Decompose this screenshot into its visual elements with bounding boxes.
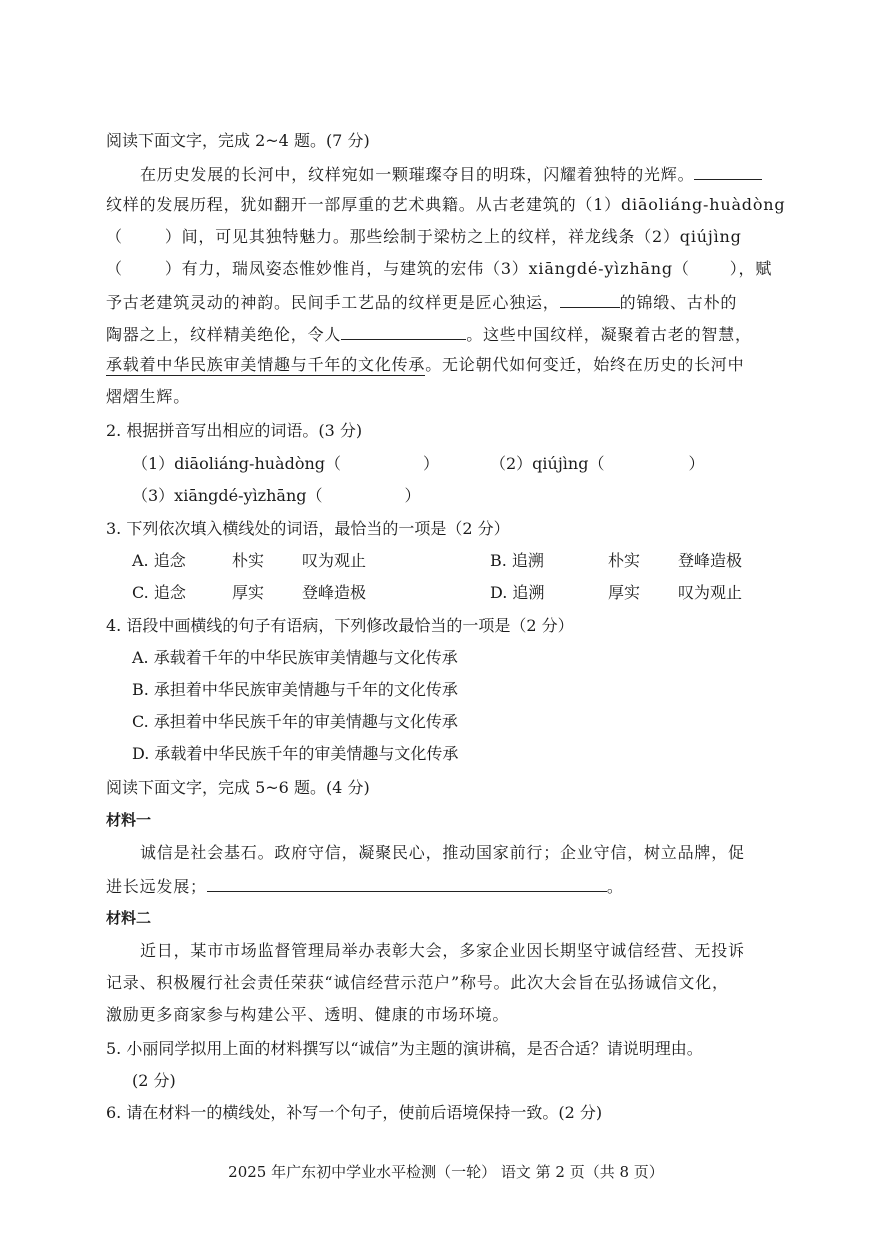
question-2-stem: 2. 根据拼音写出相应的词语。(3 分)	[106, 421, 363, 440]
section2-heading: 阅读下面文字，完成 5~6 题。(4 分)	[106, 778, 370, 797]
passage1-line	[106, 323, 752, 345]
q4-option-b[interactable]: B. 承担着中华民族审美情趣与千年的文化传承	[132, 680, 458, 699]
paren-open: （	[106, 227, 123, 246]
passage1-line	[106, 291, 737, 313]
material-2-text: 近日，某市市场监督管理局举办表彰大会，多家企业因长期坚守诚信经营、无投诉	[140, 941, 745, 960]
q4-option-c[interactable]: C. 承担着中华民族千年的审美情趣与文化传承	[132, 712, 458, 731]
q3-option-a[interactable]: A. 追念	[132, 551, 186, 570]
material-1-title: 材料一	[106, 811, 152, 829]
passage1-text: 予古老建筑灵动的神韵。民间手工艺品的纹样更是匠心独运，	[106, 293, 560, 312]
q3-option-a-word2: 朴实	[232, 551, 265, 570]
q2-item-label: （2）qiújìng（	[490, 454, 605, 473]
section1-heading: 阅读下面文字，完成 2~4 题。(7 分)	[106, 131, 370, 150]
paren-close: ）	[404, 486, 421, 505]
paren-close: ）	[423, 454, 440, 473]
q3-option-d-word2: 厚实	[608, 583, 641, 602]
passage1-line	[106, 355, 744, 375]
passage1-text: ）有力，瑞凤姿态惟妙惟肖，与建筑的宏伟（3）xiāngdé-yìzhāng（	[164, 259, 690, 278]
material-1-text: 进长远发展；	[106, 877, 207, 896]
material-2-text: 记录、积极履行社会责任荣获“诚信经营示范户”称号。此次大会旨在弘扬诚信文化，	[106, 973, 729, 992]
q3-option-d-word3: 叹为观止	[678, 583, 743, 602]
answer-blank[interactable]	[560, 291, 620, 308]
passage1-text: 熠熠生辉。	[106, 387, 191, 406]
passage1-text: ）间，可见其独特魅力。那些绘制于梁枋之上的纹样，祥龙线条（2）qiújìng	[164, 227, 742, 246]
q4-option-a[interactable]: A. 承载着千年的中华民族审美情趣与文化传承	[132, 648, 458, 667]
passage1-text: 在历史发展的长河中，纹样宛如一颗璀璨夺目的明珠，闪耀着独特的光辉。	[140, 165, 695, 184]
passage1-text: 纹样的发展历程，犹如翻开一部厚重的艺术典籍。从古老建筑的（1）diāoliáng-huàdòng	[106, 195, 786, 214]
q2-item-1	[132, 454, 439, 474]
q3-option-b-word2: 朴实	[608, 551, 641, 570]
q3-option-c-word3: 登峰造极	[302, 583, 367, 602]
q2-item-label: （3）xiāngdé-yìzhāng（	[132, 486, 323, 505]
question-5-stem: 5. 小丽同学拟用上面的材料撰写以“诚信”为主题的演讲稿，是否合适？请说明理由。	[106, 1039, 703, 1058]
paren-open: （	[106, 259, 123, 278]
q2-item-3	[132, 486, 421, 506]
paren-close: ）	[688, 454, 705, 473]
answer-blank[interactable]	[207, 875, 607, 892]
q4-option-d[interactable]: D. 承载着中华民族千年的审美情趣与文化传承	[132, 744, 459, 763]
q2-item-2	[490, 454, 705, 474]
passage1-line	[106, 259, 772, 279]
q3-option-c[interactable]: C. 追念	[132, 583, 186, 602]
material-1-line	[106, 875, 624, 897]
question-4-stem: 4. 语段中画横线的句子有语病，下列修改最恰当的一项是（2 分）	[106, 616, 574, 635]
answer-blank[interactable]	[694, 163, 762, 180]
q3-option-b-word3: 登峰造极	[678, 551, 743, 570]
q3-option-a-word3: 叹为观止	[302, 551, 367, 570]
material-2-title: 材料二	[106, 909, 152, 927]
q2-item-label: （1）diāoliáng-huàdòng（	[132, 454, 342, 473]
passage1-text: 。这些中国纹样，凝聚着古老的智慧，	[466, 325, 752, 344]
material-2-text: 激励更多商家参与构建公平、透明、健康的市场环境。	[106, 1005, 510, 1024]
passage1-line	[140, 163, 762, 185]
passage1-text: 。无论朝代如何变迁，始终在历史的长河中	[425, 355, 745, 374]
q3-option-d[interactable]: D. 追溯	[490, 583, 545, 602]
passage1-text: ），赋	[729, 259, 773, 278]
q3-option-b[interactable]: B. 追溯	[490, 551, 544, 570]
question-5-score: (2 分)	[132, 1071, 176, 1090]
material-1-text: 。	[606, 877, 624, 896]
passage1-text: 的锦缎、古朴的	[619, 293, 738, 312]
question-3-stem: 3. 下列依次填入横线处的词语，最恰当的一项是（2 分）	[106, 519, 510, 538]
material-1-text: 诚信是社会基石。政府守信，凝聚民心，推动国家前行；企业守信，树立品牌，促	[140, 843, 745, 862]
answer-blank[interactable]	[341, 323, 466, 340]
underlined-sentence: 承载着中华民族审美情趣与千年的文化传承	[106, 355, 426, 374]
question-6-stem: 6. 请在材料一的横线处，补写一个句子，使前后语境保持一致。(2 分)	[106, 1103, 603, 1122]
q3-option-c-word2: 厚实	[232, 583, 265, 602]
passage1-line	[106, 227, 742, 247]
passage1-text: 陶器之上，纹样精美绝伦，令人	[106, 325, 342, 344]
page-footer: 2025 年广东初中学业水平检测（一轮） 语文 第 2 页（共 8 页）	[228, 1163, 664, 1181]
